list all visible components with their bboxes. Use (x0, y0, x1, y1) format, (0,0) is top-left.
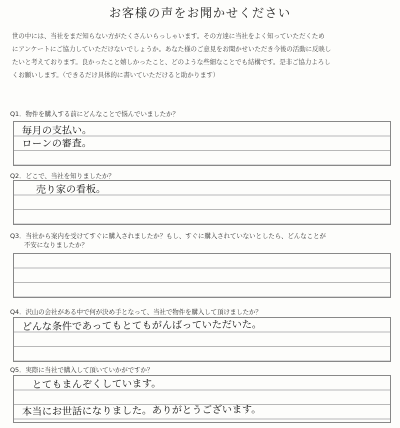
page-title: お客様の声をお聞かせください (108, 6, 291, 20)
question-1-label: Q1．物件を購入する前にどんなことで悩んでいましたか？ (10, 110, 179, 118)
answer-1-line-1: 毎月の支払い。 (21, 125, 93, 137)
question-3-label-line-2: 不安になりましたか？ (24, 241, 88, 249)
question-4-label: Q4．沢山の会社がある中で何が決め手となって、当社で物件を購入して頂けましたか？ (10, 308, 262, 316)
answer-1-line-2: ローンの審査。 (21, 138, 92, 150)
intro-line: たいと考えております。良かったこと嬉しかったこと、どのような些細なことでも結構です。是非ご協力よろし (12, 58, 331, 66)
answer-box-4 (13, 317, 391, 362)
answer-box-5 (13, 375, 391, 423)
answer-box-1 (13, 121, 391, 166)
question-3-label-line-1: Q3．当社から案内を受けてすぐに購入されましたか？もし、すぐに購入されていないとしたら、どんなことが (10, 232, 326, 240)
answer-2-line-1: 売り家の看板。 (35, 184, 107, 196)
answer-box-2 (13, 180, 391, 225)
answer-box-3 (13, 253, 391, 298)
intro-line: 世の中には、当社をまだ知らない方がたくさんいらっしゃいます。その方達に当社をよく知っていただくため (12, 32, 325, 40)
intro-text (12, 30, 392, 82)
intro-line: にアンケートにご協力していただけないでしょうか。あなた様のご意見をお聞かせいただき今後の活動に反映し (12, 45, 332, 53)
answer-5-line-2: 本当にお世話になりました。ありがとうございます。 (21, 404, 262, 418)
question-2-label: Q2．どこで、当社を知りましたか？ (10, 172, 115, 180)
question-3-label (10, 232, 390, 250)
answer-4-line-1: どんな条件であってもとてもがんばっていただいた。 (21, 319, 262, 333)
answer-5-line-1: とてもまんぞくしています。 (31, 378, 162, 391)
question-5-label: Q5．実際に当社で購入して頂いていかがですか？ (10, 366, 154, 374)
intro-line: くお願いします。（できるだけ具体的に書いていただけると助かります） (12, 71, 220, 79)
